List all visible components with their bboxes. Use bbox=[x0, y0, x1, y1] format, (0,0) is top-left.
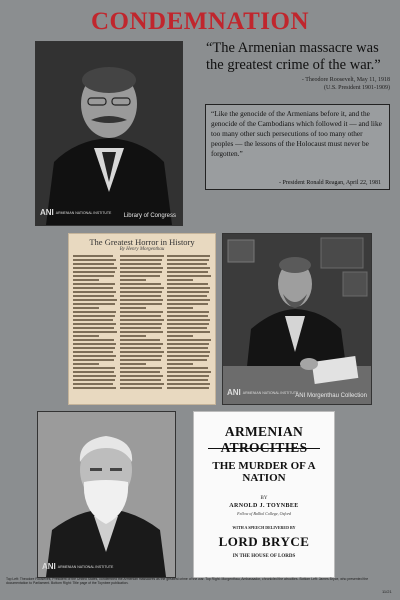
article-column bbox=[73, 255, 117, 400]
article-text-line bbox=[73, 307, 99, 309]
article-text-line bbox=[120, 275, 160, 277]
article-text-line bbox=[167, 287, 210, 289]
article-text-line bbox=[167, 355, 209, 357]
article-text-line bbox=[73, 323, 116, 325]
article-text-line bbox=[73, 267, 117, 269]
article-text-line bbox=[120, 283, 161, 285]
article-text-line bbox=[73, 291, 116, 293]
article-text-line bbox=[73, 295, 114, 297]
article-text-line bbox=[73, 287, 113, 289]
article-byline: By Henry Morgenthau bbox=[119, 247, 165, 252]
ani-logo: ANI ARMENIAN NATIONAL INSTITUTE bbox=[42, 562, 114, 571]
article-text-line bbox=[73, 383, 113, 385]
article-text-line bbox=[120, 259, 162, 261]
morgenthau-photo bbox=[222, 233, 372, 405]
reagan-quote-attribution: - President Ronald Reagan, April 22, 1981 bbox=[279, 180, 381, 186]
reagan-quote: “Like the genocide of the Armenians before it, and the genocide of the Cambodians which followed it — and like too many other such persecutions of too many other peoples — the lessons of the Holocaust must never be forgotten.” bbox=[211, 109, 382, 158]
article-text-line bbox=[73, 367, 115, 369]
article-text-line bbox=[120, 355, 162, 357]
article-text-line bbox=[120, 323, 162, 325]
article-text-line bbox=[167, 363, 193, 365]
article-text-line bbox=[120, 311, 163, 313]
book-house-line: IN THE HOUSE OF LORDS bbox=[232, 554, 296, 559]
article-text-line bbox=[73, 355, 116, 357]
article-text-line bbox=[167, 351, 210, 353]
article-text-line bbox=[120, 303, 162, 305]
article-text-line bbox=[167, 387, 209, 389]
article-text-line bbox=[73, 303, 115, 305]
article-text-line bbox=[167, 335, 193, 337]
article-text-line bbox=[73, 315, 115, 317]
bryce-photo bbox=[37, 411, 176, 578]
article-text-line bbox=[167, 343, 209, 345]
article-text-line bbox=[167, 267, 210, 269]
article-text-line bbox=[167, 379, 208, 381]
article-text-line bbox=[167, 331, 210, 333]
article-text-line bbox=[167, 299, 210, 301]
article-text-line bbox=[120, 379, 161, 381]
roosevelt-quote: “The Armenian massacre was the greatest crime of the war.” bbox=[206, 40, 381, 73]
article-text-line bbox=[167, 271, 208, 273]
article-text-line bbox=[120, 315, 161, 317]
book-author: ARNOLD J. TOYNBEE bbox=[229, 503, 299, 509]
article-text-line bbox=[73, 363, 99, 365]
article-text-line bbox=[120, 291, 162, 293]
article-text-line bbox=[167, 327, 207, 329]
article-text-line bbox=[167, 259, 209, 261]
article-text-line bbox=[167, 359, 207, 361]
article-text-line bbox=[73, 283, 115, 285]
article-text-line bbox=[120, 339, 160, 341]
morgenthau-photo-credit: ANI Morgenthau Collection bbox=[295, 393, 367, 399]
article-text-line bbox=[73, 255, 113, 257]
article-text-line bbox=[73, 331, 117, 333]
article-text-line bbox=[167, 263, 207, 265]
article-text-line bbox=[167, 315, 208, 317]
article-text-line bbox=[73, 275, 114, 277]
article-text-line bbox=[120, 267, 163, 269]
article-text-line bbox=[120, 335, 146, 337]
article-text-line bbox=[167, 279, 193, 281]
article-text-line bbox=[73, 339, 114, 341]
article-text-line bbox=[167, 291, 209, 293]
book-by: BY bbox=[260, 496, 268, 501]
article-title: The Greatest Horror in History bbox=[89, 237, 195, 247]
article-text-line bbox=[73, 327, 114, 329]
poster-title: CONDEMNATION bbox=[90, 8, 310, 35]
article-text-line bbox=[120, 371, 160, 373]
article-text-line bbox=[167, 319, 210, 321]
book-author-affiliation: Fellow of Balliol College, Oxford bbox=[237, 511, 291, 516]
article-text-line bbox=[120, 375, 163, 377]
article-text-line bbox=[167, 311, 209, 313]
roosevelt-photo-credit: Library of Congress bbox=[123, 213, 176, 219]
article-text-line bbox=[120, 359, 161, 361]
article-text-line bbox=[73, 343, 116, 345]
article-text-line bbox=[167, 295, 207, 297]
article-text-line bbox=[120, 255, 164, 257]
article-text-line bbox=[73, 359, 114, 361]
article-text-line bbox=[73, 299, 117, 301]
article-text-line bbox=[167, 339, 211, 341]
article-text-line bbox=[167, 323, 209, 325]
article-text-line bbox=[120, 263, 161, 265]
book-speaker: LORD BRYCE bbox=[218, 534, 310, 549]
morgenthau-article-clipping bbox=[68, 233, 216, 405]
article-text-line bbox=[120, 351, 164, 353]
article-text-line bbox=[73, 387, 116, 389]
article-text-line bbox=[73, 311, 116, 313]
article-text-line bbox=[120, 363, 146, 365]
article-text-line bbox=[73, 379, 115, 381]
article-text-line bbox=[73, 263, 114, 265]
ani-logo: ANI ARMENIAN NATIONAL INSTITUTE bbox=[227, 388, 299, 397]
article-text-line bbox=[167, 347, 208, 349]
book-speech-line: WITH A SPEECH DELIVERED BY bbox=[232, 525, 296, 530]
article-text-line bbox=[73, 319, 113, 321]
book-divider bbox=[208, 448, 320, 449]
article-text-line bbox=[167, 275, 211, 277]
article-column bbox=[120, 255, 164, 400]
article-text-line bbox=[120, 307, 146, 309]
armenian-atrocities-title-page bbox=[193, 411, 335, 578]
article-text-line bbox=[73, 259, 116, 261]
article-text-line bbox=[120, 319, 164, 321]
article-text-line bbox=[73, 371, 114, 373]
article-text-line bbox=[120, 279, 146, 281]
article-text-line bbox=[167, 371, 211, 373]
article-text-line bbox=[120, 387, 162, 389]
article-text-line bbox=[73, 279, 99, 281]
article-text-line bbox=[120, 331, 163, 333]
article-text-line bbox=[167, 367, 208, 369]
roosevelt-photo bbox=[35, 41, 183, 226]
roosevelt-quote-attribution: - Theodore Roosevelt, May 11, 1918 (U.S. President 1901-1909) bbox=[301, 77, 390, 91]
article-column bbox=[167, 255, 211, 400]
article-text-line bbox=[120, 295, 161, 297]
article-text-line bbox=[73, 375, 116, 377]
article-text-line bbox=[120, 287, 164, 289]
page-number: 11/21 bbox=[382, 589, 392, 594]
article-text-line bbox=[73, 351, 113, 353]
article-text-line bbox=[73, 335, 99, 337]
article-text-line bbox=[167, 303, 208, 305]
article-text-line bbox=[120, 299, 163, 301]
article-text-line bbox=[120, 367, 162, 369]
article-text-line bbox=[120, 343, 163, 345]
article-text-line bbox=[120, 347, 161, 349]
book-title-line2: THE MURDER OF A NATION bbox=[212, 460, 316, 484]
article-text-line bbox=[73, 271, 115, 273]
poster-caption: Top Left: Theodore Roosevelt, President of the United States, condemned the Armenian massacres as the greatest crime of the war. Top Right: Morgenthau, Ambassador, chronicled the atrocities. Bottom Left: James Bryce, who presented the documentation to Parliament. Bottom Right: Title page of the Toynbee publication. bbox=[6, 577, 369, 586]
article-text-line bbox=[120, 327, 161, 329]
reagan-quote-box bbox=[205, 104, 390, 190]
article-text-line bbox=[167, 383, 210, 385]
article-text-line bbox=[167, 283, 208, 285]
book-title-line1: ARMENIAN ATROCITIES bbox=[220, 424, 308, 455]
article-text-line bbox=[120, 383, 164, 385]
ani-logo: ANI ARMENIAN NATIONAL INSTITUTE bbox=[40, 208, 112, 217]
article-text-line bbox=[167, 255, 210, 257]
article-text-line bbox=[120, 271, 162, 273]
article-text-line bbox=[73, 347, 115, 349]
article-text-line bbox=[167, 375, 209, 377]
article-text-line bbox=[167, 307, 193, 309]
